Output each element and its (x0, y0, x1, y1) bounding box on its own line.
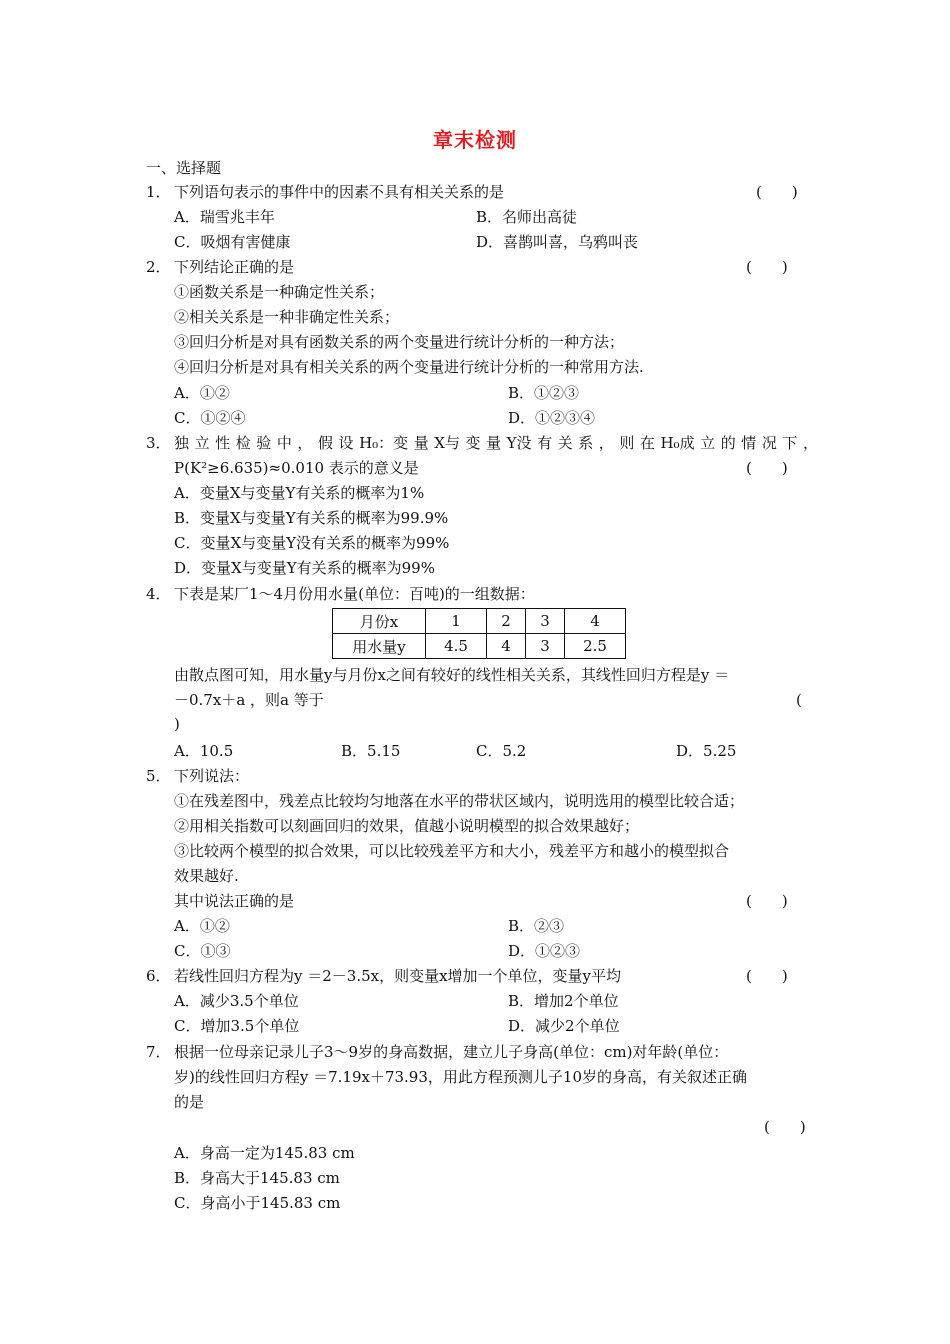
statement: ④回归分析是对具有相关关系的两个变量进行统计分析的一种常用方法. (174, 358, 644, 376)
option-d: D．减少2个单位 (508, 1017, 620, 1035)
statement: ③回归分析是对具有函数关系的两个变量进行统计分析的一种方法； (174, 333, 625, 351)
question-text: 由散点图可知，用水量y与月份x之间有较好的线性相关关系，其线性回归方程是y ＝ (174, 666, 730, 684)
option-b: B．②③ (508, 917, 565, 935)
option-a: A．瑞雪兆丰年 (174, 208, 275, 226)
option-c: C．①②④ (174, 409, 246, 427)
table-cell: 3 (526, 609, 565, 634)
question-ask: 其中说法正确的是 (174, 892, 295, 910)
table-cell: 月份x (333, 609, 426, 634)
option-c: C．吸烟有害健康 (174, 233, 291, 251)
question-stem: 下列语句表示的事件中的因素不具有相关关系的是 (174, 183, 505, 201)
question-stem-line2: P(K²≥6.635)≈0.010 表示的意义是 (174, 459, 419, 477)
question-text: 的是 (174, 1093, 205, 1111)
table-cell: 3 (526, 634, 565, 659)
table-cell: 2 (487, 609, 526, 634)
statement: ①在残差图中，残差点比较均匀地落在水平的带状区域内，说明选用的模型比较合适； (174, 792, 745, 810)
answer-blank: ( ) (746, 967, 788, 985)
option-a: A．减少3.5个单位 (174, 992, 299, 1010)
question-number: 3． (146, 434, 171, 452)
option-a: A．10.5 (174, 742, 234, 760)
answer-blank: ( ) (756, 183, 798, 201)
option-a: A．①② (174, 384, 230, 402)
option-b: B．变量X与变量Y有关系的概率为99.9% (174, 509, 449, 527)
option-d: D．喜鹊叫喜，乌鸦叫丧 (476, 233, 639, 251)
statement: 效果越好. (174, 867, 239, 885)
question-number: 5． (146, 767, 171, 785)
option-b: B．①②③ (508, 384, 580, 402)
question-number: 2． (146, 258, 171, 276)
option-a: A．变量X与变量Y有关系的概率为1% (174, 484, 425, 502)
question-text: －0.7x＋a ，则a 等于 (174, 691, 324, 709)
statement: ②用相关指数可以刻画回归的效果，值越小说明模型的拟合效果越好； (174, 817, 640, 835)
page-title: 章末检测 (433, 128, 517, 152)
question-stem: 下列结论正确的是 (174, 258, 295, 276)
answer-blank: ( ) (746, 892, 788, 910)
statement: ①函数关系是一种确定性关系； (174, 283, 385, 301)
question-stem: 若线性回归方程为y ＝2－3.5x，则变量x增加一个单位，变量y平均 (174, 967, 622, 985)
table-cell: 4.5 (426, 634, 487, 659)
question-stem: 下列说法： (174, 767, 250, 785)
option-a: A．身高一定为145.83 cm (174, 1144, 355, 1162)
table-cell: 用水量y (333, 634, 426, 659)
question-stem: 独 立 性 检 验 中 ， 假 设 H₀：变 量 X与 变 量 Y没 有 关 系 ， 则 在 H₀成 立 的 情 况 下 ， (174, 434, 818, 452)
table-row (333, 634, 626, 659)
answer-blank: ( ) (746, 459, 788, 477)
table-cell: 1 (426, 609, 487, 634)
option-d: D．①②③ (508, 942, 581, 960)
option-d: D．5.25 (676, 742, 737, 760)
option-c: C．5.2 (476, 742, 527, 760)
table-cell: 4 (487, 634, 526, 659)
question-number: 4． (146, 585, 171, 603)
answer-blank: ( ) (764, 1118, 806, 1136)
question-stem: 下表是某厂1～4月份用水量(单位：百吨)的一组数据： (174, 585, 535, 603)
statement: ②相关关系是一种非确定性关系； (174, 308, 400, 326)
option-d: D．变量X与变量Y有关系的概率为99% (174, 559, 435, 577)
water-usage-table (332, 608, 626, 659)
question-text: 根据一位母亲记录儿子3～9岁的身高数据，建立儿子身高(单位：cm)对年龄(单位： (174, 1043, 729, 1061)
option-b: B．增加2个单位 (508, 992, 619, 1010)
question-number: 1． (146, 183, 171, 201)
question-text: 岁)的线性回归方程y ＝7.19x＋73.93，用此方程预测儿子10岁的身高，有关叙述正确 (174, 1068, 747, 1086)
option-b: B．名师出高徒 (476, 208, 578, 226)
table-row (333, 609, 626, 634)
option-d: D．①②③④ (508, 409, 596, 427)
answer-blank: ( ) (746, 258, 788, 276)
option-a: A．①② (174, 917, 230, 935)
section-heading: 一、选择题 (146, 159, 222, 177)
option-c: C．增加3.5个单位 (174, 1017, 300, 1035)
table-cell: 2.5 (565, 634, 626, 659)
answer-paren-close: ) (174, 715, 180, 733)
option-c: C．变量X与变量Y没有关系的概率为99% (174, 534, 450, 552)
statement: ③比较两个模型的拟合效果，可以比较残差平方和大小，残差平方和越小的模型拟合 (174, 842, 730, 860)
question-number: 6． (146, 967, 171, 985)
option-b: B．5.15 (341, 742, 401, 760)
answer-paren-open: ( (796, 691, 802, 709)
question-number: 7． (146, 1043, 171, 1061)
option-c: C．身高小于145.83 cm (174, 1194, 341, 1212)
option-c: C．①③ (174, 942, 231, 960)
table-cell: 4 (565, 609, 626, 634)
option-b: B．身高大于145.83 cm (174, 1169, 340, 1187)
